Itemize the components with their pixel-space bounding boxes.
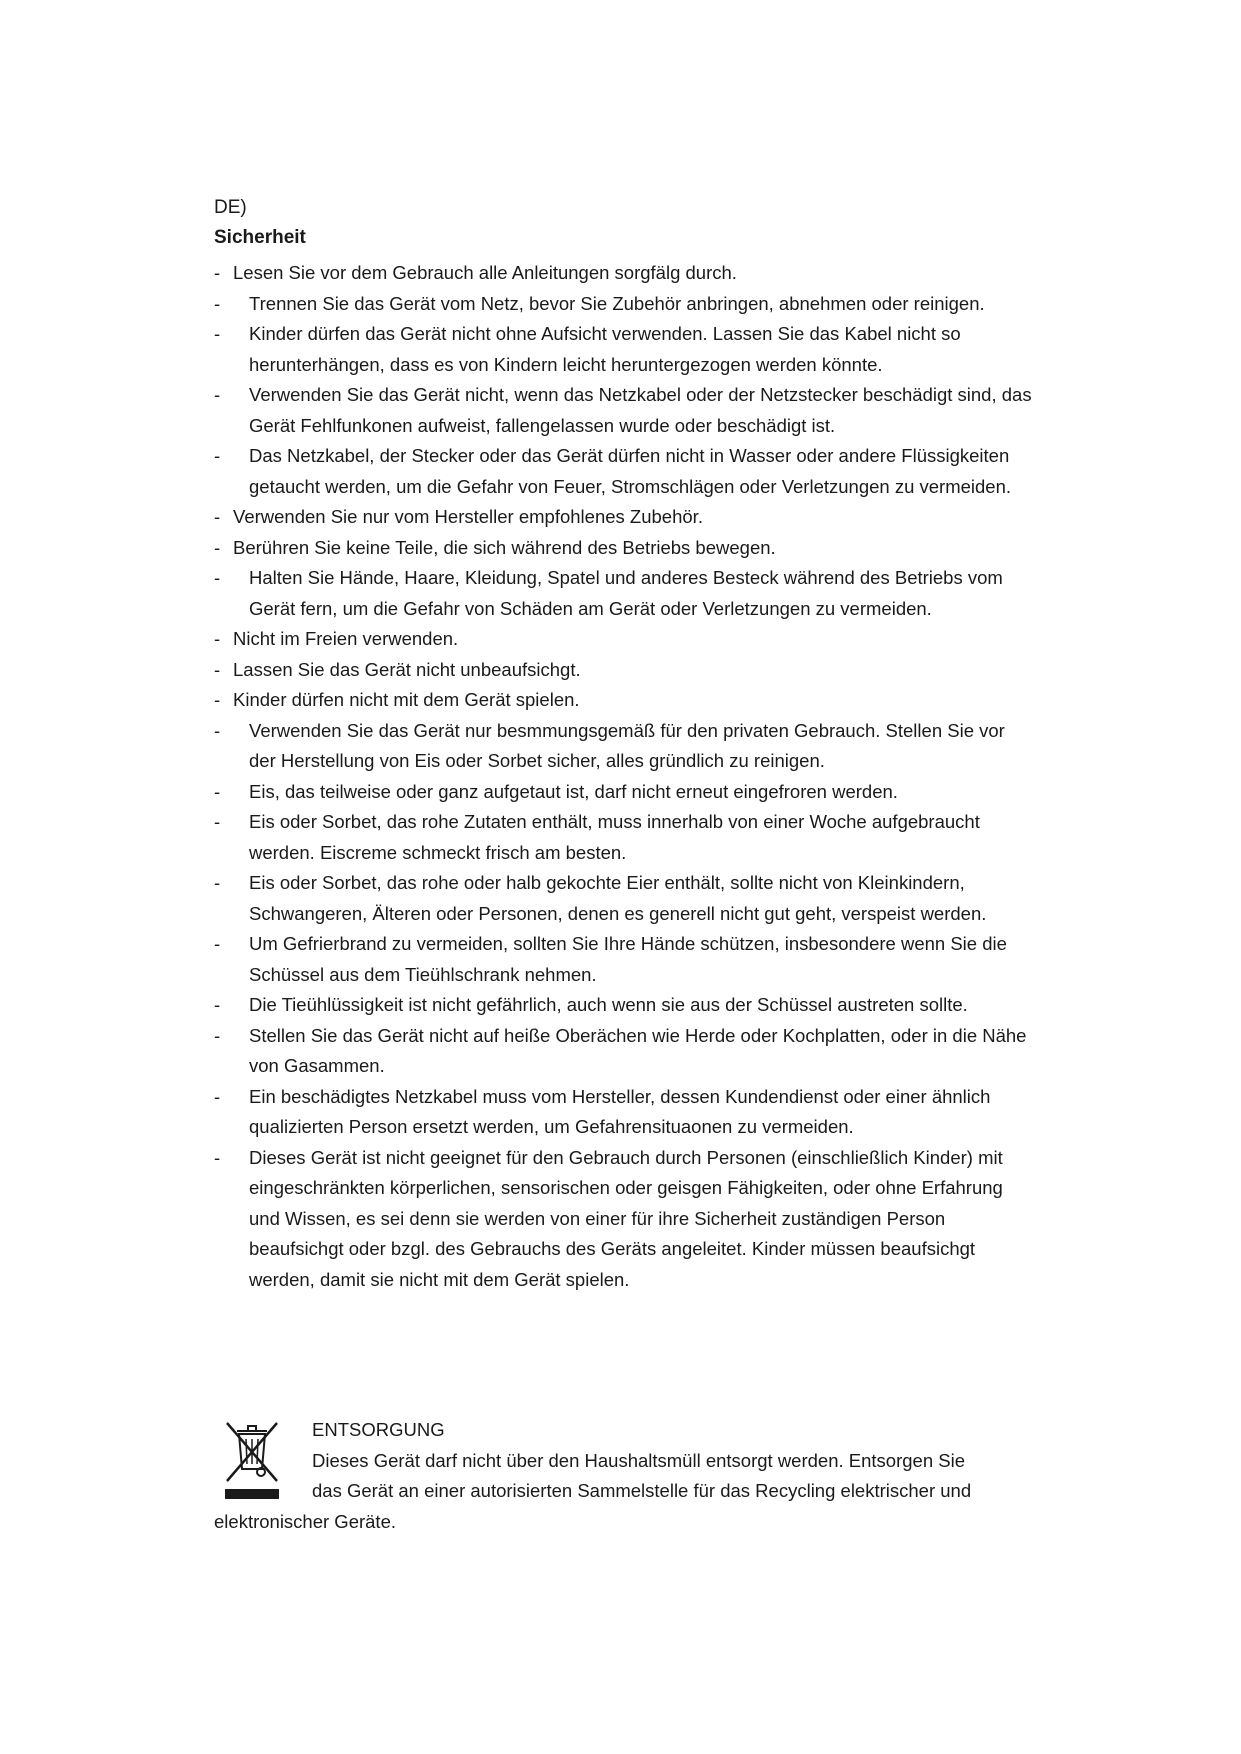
- safety-item-text: Berühren Sie keine Teile, die sich während des Betriebs bewegen.: [233, 536, 776, 558]
- safety-item-text: Verwenden Sie das Gerät nur besmmungsgemäß für den privaten Gebrauch. Stellen Sie vor der Herstellung von Eis oder Sorbet sicher, alles gründlich zu reinigen.: [249, 719, 1005, 771]
- list-dash: -: [214, 628, 221, 649]
- safety-item: [214, 1021, 1034, 1082]
- safety-item-text: Kinder dürfen nicht mit dem Gerät spielen.: [233, 689, 580, 710]
- list-dash: -: [214, 780, 221, 802]
- safety-item: [214, 807, 1034, 868]
- safety-item-text: Eis, das teilweise oder ganz aufgetaut ist, darf nicht erneut eingefroren werden.: [249, 780, 898, 802]
- list-dash: -: [214, 719, 221, 741]
- weee-crossed-bin-icon: [221, 1419, 283, 1499]
- list-dash: -: [214, 994, 221, 1015]
- disposal-heading: ENTSORGUNG: [312, 1419, 445, 1440]
- safety-item: [214, 319, 1034, 380]
- list-dash: -: [214, 292, 221, 314]
- safety-item: [214, 563, 1034, 624]
- safety-item: [214, 655, 1034, 686]
- list-dash: -: [214, 872, 221, 893]
- safety-item: [214, 990, 1034, 1021]
- safety-item-text: Eis oder Sorbet, das rohe Zutaten enthält, muss innerhalb von einer Woche aufgebraucht werden. Eiscreme schmeckt frisch am besten.: [249, 811, 980, 863]
- safety-item: [214, 1143, 1034, 1296]
- safety-item: [214, 624, 1034, 655]
- safety-item: [214, 533, 1034, 564]
- safety-item-text: Halten Sie Hände, Haare, Kleidung, Spatel und anderes Besteck während des Betriebs vom Gerät fern, um die Gefahr von Schäden am Gerät oder Verletzungen zu vermeiden.: [249, 567, 1003, 619]
- safety-item-text: Verwenden Sie nur vom Hersteller empfohlenes Zubehör.: [233, 506, 703, 527]
- disposal-text-line-1: Dieses Gerät darf nicht über den Haushaltsmüll entsorgt werden. Entsorgen Sie: [312, 1449, 965, 1471]
- list-dash: -: [214, 1085, 221, 1107]
- list-dash: -: [214, 811, 221, 832]
- safety-item-text: Nicht im Freien verwenden.: [233, 628, 459, 649]
- language-code: DE): [214, 197, 247, 218]
- safety-item: [214, 868, 1034, 929]
- list-dash: -: [214, 262, 221, 283]
- safety-item: [214, 1082, 1034, 1143]
- safety-item-text: Trennen Sie das Gerät vom Netz, bevor Sie Zubehör anbringen, abnehmen oder reinigen.: [249, 292, 985, 314]
- safety-item: [214, 441, 1034, 502]
- safety-item-text: Kinder dürfen das Gerät nicht ohne Aufsicht verwenden. Lassen Sie das Kabel nicht so herunterhängen, dass es von Kindern leicht heruntergezogen werden könnte.: [249, 323, 961, 375]
- list-dash: -: [214, 689, 221, 710]
- safety-item-text: Verwenden Sie das Gerät nicht, wenn das Netzkabel oder der Netzstecker beschädigt sind, das Gerät Fehlfunkonen aufweist, fallengelassen wurde oder beschädigt ist.: [249, 384, 1032, 436]
- safety-item-text: Die Tieühlüssigkeit ist nicht gefährlich, auch wenn sie aus der Schüssel austreten sollte.: [249, 994, 968, 1015]
- safety-item: [214, 929, 1034, 990]
- safety-item-text: Lesen Sie vor dem Gebrauch alle Anleitungen sorgfälg durch.: [233, 262, 737, 283]
- disposal-text-line-2: das Gerät an einer autorisierten Sammelstelle für das Recycling elektrischer und: [312, 1480, 972, 1501]
- list-dash: -: [214, 536, 221, 558]
- safety-item-text: Lassen Sie das Gerät nicht unbeaufsichgt.: [233, 658, 581, 680]
- safety-list: [214, 258, 1034, 1295]
- safety-item-text: Ein beschädigtes Netzkabel muss vom Hersteller, dessen Kundendienst oder einer ähnlich qualizierten Person ersetzt werden, um Gefahrensituaonen zu vermeiden.: [249, 1085, 991, 1137]
- safety-item: [214, 716, 1034, 777]
- disposal-section: [214, 1415, 1034, 1537]
- list-dash: -: [214, 506, 221, 527]
- safety-item: [214, 685, 1034, 716]
- safety-item: [214, 777, 1034, 808]
- safety-item: [214, 289, 1034, 320]
- safety-item: [214, 380, 1034, 441]
- list-dash: -: [214, 323, 221, 344]
- safety-item-text: Dieses Gerät ist nicht geeignet für den Gebrauch durch Personen (einschließlich Kinder) mit eingeschränkten körperlichen, sensorischen oder geisgen Fähigkeiten, oder ohne Erfahrung und Wissen, es sei denn sie werden von einer für ihre Sicherheit zuständigen Person beaufsichgt oder bzgl. des Gebrauchs des Geräts angeleitet. Kinder müssen beaufsichgt werden, damit sie nicht mit dem Gerät spielen.: [249, 1146, 1003, 1290]
- safety-item-text: Stellen Sie das Gerät nicht auf heiße Oberächen wie Herde oder Kochplatten, oder in die Nähe von Gasammen.: [249, 1024, 1027, 1076]
- safety-item-text: Um Gefrierbrand zu vermeiden, sollten Sie Ihre Hände schützen, insbesondere wenn Sie die Schüssel aus dem Tieühlschrank nehmen.: [249, 933, 1007, 985]
- list-dash: -: [214, 658, 221, 680]
- safety-item: [214, 258, 1034, 289]
- section-title: Sicherheit: [214, 227, 306, 248]
- safety-item-text: Das Netzkabel, der Stecker oder das Gerät dürfen nicht in Wasser oder andere Flüssigkeiten getaucht werden, um die Gefahr von Feuer, Stromschlägen oder Verletzungen zu vermeiden.: [249, 445, 1012, 497]
- list-dash: -: [214, 567, 221, 588]
- list-dash: -: [214, 933, 221, 954]
- list-dash: -: [214, 384, 221, 405]
- safety-item: [214, 502, 1034, 533]
- list-dash: -: [214, 1146, 221, 1168]
- safety-item-text: Eis oder Sorbet, das rohe oder halb gekochte Eier enthält, sollte nicht von Kleinkindern, Schwangeren, Älteren oder Personen, denen es generell nicht gut geht, verspeist werden.: [249, 872, 987, 924]
- list-dash: -: [214, 1024, 221, 1046]
- disposal-text-line-3: elektronischer Geräte.: [214, 1510, 397, 1532]
- list-dash: -: [214, 445, 221, 466]
